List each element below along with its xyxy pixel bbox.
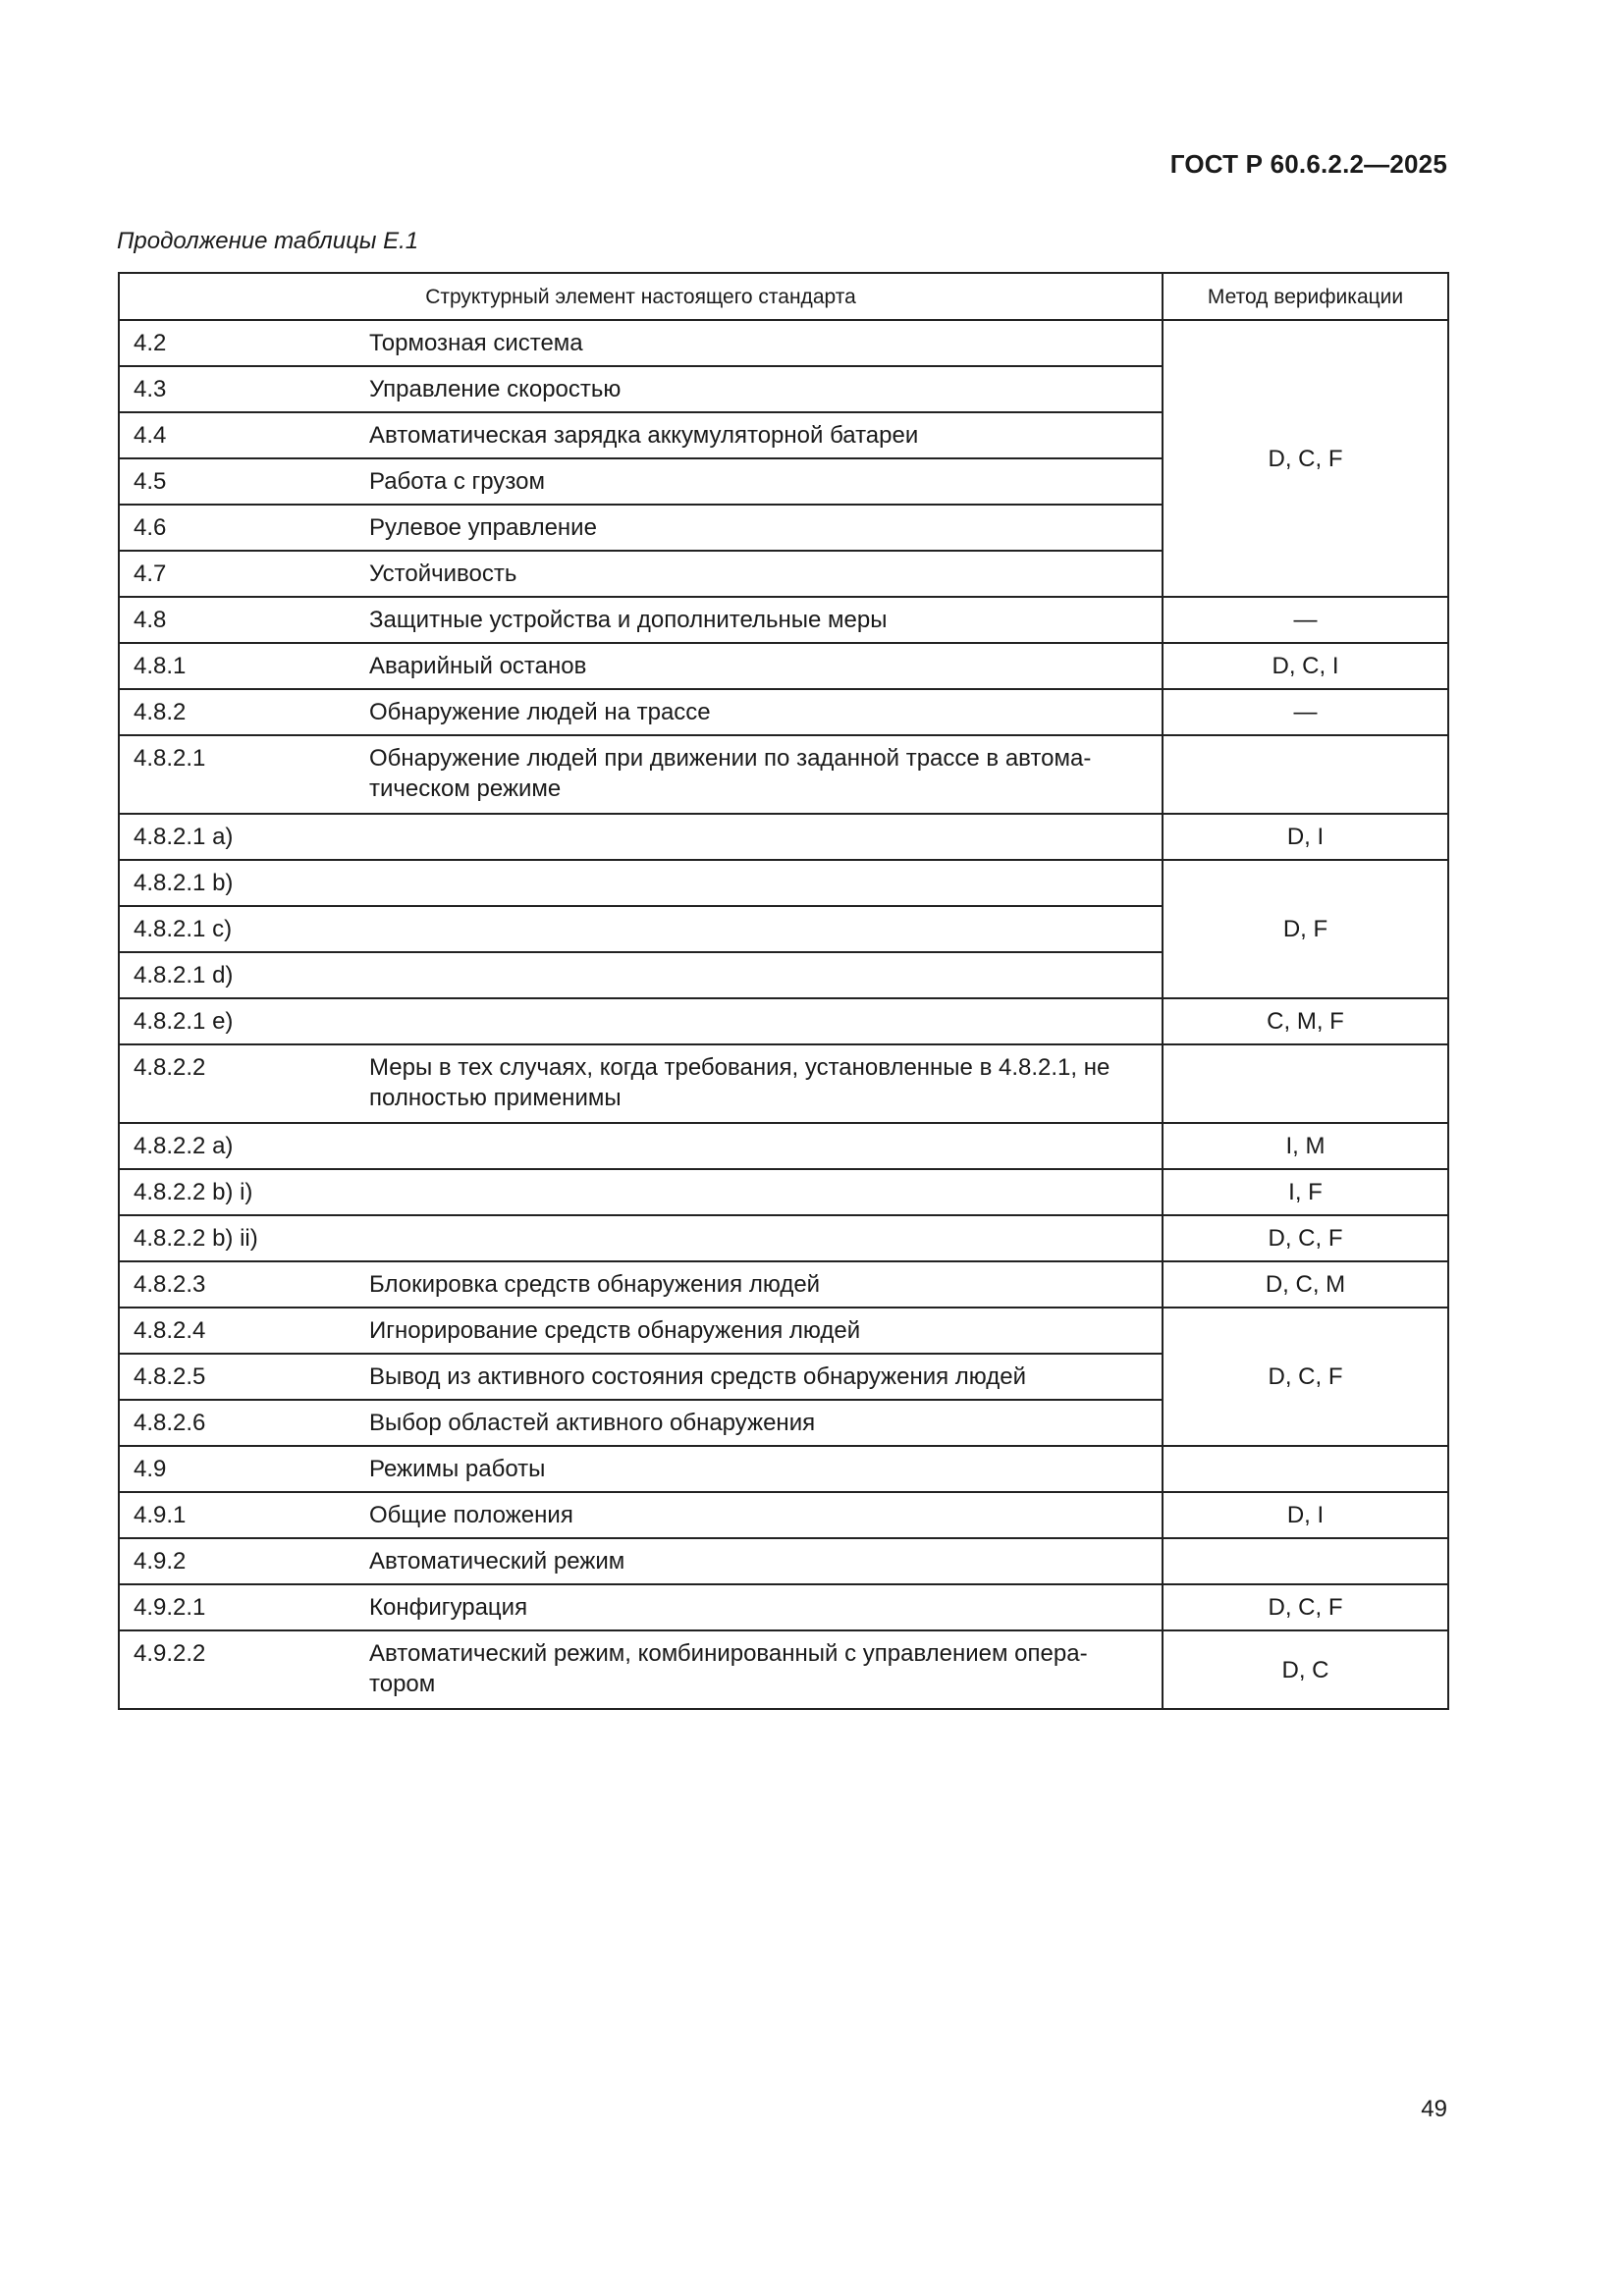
section-number: 4.8.2.2 xyxy=(134,1054,206,1081)
section-title: Выбор областей активного обнаружения xyxy=(369,1410,816,1436)
element-cell xyxy=(119,735,1163,814)
section-title: Автоматический режим, комбинированный с управлением опера- тором xyxy=(369,1640,1088,1697)
verification-method: D, C xyxy=(1281,1656,1329,1683)
table-row xyxy=(119,1630,1448,1709)
section-title xyxy=(369,822,1148,852)
element-cell xyxy=(119,643,1163,689)
element-cell xyxy=(119,1044,1163,1123)
section-number: 4.3 xyxy=(134,376,167,402)
section-number: 4.8.2.3 xyxy=(134,1271,206,1298)
section-number: 4.8.2.2 b) i) xyxy=(134,1179,253,1205)
table-row xyxy=(119,643,1448,689)
element-cell xyxy=(119,366,1163,412)
section-number: 4.9.2.2 xyxy=(134,1640,206,1667)
element-cell xyxy=(119,458,1163,505)
section-title: Обнаружение людей на трассе xyxy=(369,699,711,725)
section-title: Блокировка средств обнаружения людей xyxy=(369,1271,821,1298)
section-title: Автоматическая зарядка аккумуляторной батареи xyxy=(369,422,919,449)
element-cell xyxy=(119,551,1163,597)
section-title xyxy=(369,1006,1148,1037)
element-cell xyxy=(119,320,1163,366)
table-row xyxy=(119,814,1448,860)
verification-method: I, M xyxy=(1285,1133,1326,1159)
element-cell xyxy=(119,1354,1163,1400)
verification-method: D, I xyxy=(1286,1502,1325,1528)
element-cell xyxy=(119,814,1163,860)
section-title xyxy=(369,1177,1148,1207)
element-cell xyxy=(119,1492,1163,1538)
section-number: 4.8.2.1 e) xyxy=(134,1008,234,1035)
element-cell xyxy=(119,952,1163,998)
verification-method: D, C, I xyxy=(1272,653,1339,679)
verification-method: D, F xyxy=(1282,916,1328,942)
table-row xyxy=(119,320,1448,366)
table-body xyxy=(119,320,1448,1709)
element-cell xyxy=(119,1308,1163,1354)
element-cell xyxy=(119,412,1163,458)
table-row xyxy=(119,1215,1448,1261)
element-cell xyxy=(119,1169,1163,1215)
section-number: 4.7 xyxy=(134,561,167,587)
section-number: 4.8.2.2 a) xyxy=(134,1133,234,1159)
element-cell xyxy=(119,597,1163,643)
table-row xyxy=(119,1261,1448,1308)
verification-method-cell xyxy=(1163,1215,1448,1261)
section-number: 4.8.2.1 d) xyxy=(134,962,234,988)
section-number: 4.9 xyxy=(134,1456,167,1482)
verification-method-cell xyxy=(1163,1169,1448,1215)
verification-method-cell xyxy=(1163,1446,1448,1492)
section-title: Работа с грузом xyxy=(369,468,545,495)
section-number: 4.8.2.4 xyxy=(134,1317,206,1344)
verification-method-cell xyxy=(1163,1630,1448,1709)
verification-method-cell xyxy=(1163,735,1448,814)
element-cell xyxy=(119,1215,1163,1261)
section-title: Тормозная система xyxy=(369,330,583,356)
section-number: 4.8 xyxy=(134,607,167,633)
section-title: Общие положения xyxy=(369,1502,573,1528)
verification-method-cell xyxy=(1163,1492,1448,1538)
section-title: Меры в тех случаях, когда требования, установленные в 4.8.2.1, не полностью применимы xyxy=(369,1054,1110,1111)
verification-method: C, M, F xyxy=(1267,1008,1344,1035)
section-title xyxy=(369,1131,1148,1161)
verification-method-cell xyxy=(1163,1261,1448,1308)
element-cell xyxy=(119,1630,1163,1709)
table-row xyxy=(119,1308,1448,1354)
section-title xyxy=(369,1223,1148,1254)
section-number: 4.8.2.6 xyxy=(134,1410,206,1436)
verification-method-cell xyxy=(1163,1044,1448,1123)
section-number: 4.8.2.1 a) xyxy=(134,824,234,850)
section-number: 4.8.2.2 b) ii) xyxy=(134,1225,258,1252)
element-cell xyxy=(119,1446,1163,1492)
element-cell xyxy=(119,1261,1163,1308)
verification-method: — xyxy=(1293,607,1318,633)
section-title: Игнорирование средств обнаружения людей xyxy=(369,1317,861,1344)
table-row xyxy=(119,597,1448,643)
section-number: 4.8.2.1 c) xyxy=(134,916,233,942)
column-header-method: Метод верификации xyxy=(1163,273,1448,320)
verification-method-cell xyxy=(1163,689,1448,735)
table-row xyxy=(119,1584,1448,1630)
section-title: Вывод из активного состояния средств обнаружения людей xyxy=(369,1363,1027,1390)
verification-method-cell xyxy=(1163,1538,1448,1584)
verification-method: D, C, F xyxy=(1268,1594,1343,1621)
verification-method-cell xyxy=(1163,1308,1448,1446)
table-row xyxy=(119,1538,1448,1584)
verification-method-cell xyxy=(1163,597,1448,643)
table-row xyxy=(119,998,1448,1044)
section-title: Устойчивость xyxy=(369,561,517,587)
verification-method: D, C, F xyxy=(1268,1363,1343,1390)
section-title: Конфигурация xyxy=(369,1594,528,1621)
verification-method: — xyxy=(1293,699,1318,725)
section-number: 4.5 xyxy=(134,468,167,495)
section-number: 4.9.1 xyxy=(134,1502,187,1528)
element-cell xyxy=(119,1400,1163,1446)
element-cell xyxy=(119,689,1163,735)
section-title: Рулевое управление xyxy=(369,514,597,541)
section-number: 4.8.2 xyxy=(134,699,187,725)
section-number: 4.4 xyxy=(134,422,167,449)
section-number: 4.6 xyxy=(134,514,167,541)
verification-method: D, I xyxy=(1286,824,1325,850)
section-number: 4.8.1 xyxy=(134,653,187,679)
verification-method-cell xyxy=(1163,1584,1448,1630)
verification-method-cell xyxy=(1163,860,1448,998)
section-title xyxy=(369,868,1148,898)
verification-method-cell xyxy=(1163,998,1448,1044)
element-cell xyxy=(119,906,1163,952)
table-row xyxy=(119,1044,1448,1123)
verification-method: D, C, M xyxy=(1265,1271,1346,1298)
table-caption: Продолжение таблицы Е.1 xyxy=(117,228,419,254)
verification-method-cell xyxy=(1163,320,1448,597)
verification-table xyxy=(118,272,1449,1710)
section-number: 4.8.2.5 xyxy=(134,1363,206,1390)
element-cell xyxy=(119,505,1163,551)
verification-method-cell xyxy=(1163,814,1448,860)
section-number: 4.8.2.1 b) xyxy=(134,870,234,896)
section-title xyxy=(369,960,1148,990)
verification-method-cell xyxy=(1163,643,1448,689)
section-title: Аварийный останов xyxy=(369,653,587,679)
verification-method: D, C, F xyxy=(1268,445,1343,472)
table-row xyxy=(119,1446,1448,1492)
page-number: 49 xyxy=(1421,2096,1447,2122)
verification-method: I, F xyxy=(1288,1179,1323,1205)
element-cell xyxy=(119,1584,1163,1630)
section-title xyxy=(369,914,1148,944)
element-cell xyxy=(119,1538,1163,1584)
element-cell xyxy=(119,860,1163,906)
table-row xyxy=(119,1169,1448,1215)
element-cell xyxy=(119,998,1163,1044)
section-number: 4.9.2.1 xyxy=(134,1594,206,1621)
table-row xyxy=(119,689,1448,735)
section-title: Режимы работы xyxy=(369,1456,546,1482)
table-row xyxy=(119,735,1448,814)
section-title: Обнаружение людей при движении по заданной трассе в автома- тическом режиме xyxy=(369,745,1092,802)
verification-method-cell xyxy=(1163,1123,1448,1169)
section-title: Защитные устройства и дополнительные меры xyxy=(369,607,888,633)
section-title: Управление скоростью xyxy=(369,376,622,402)
section-title: Автоматический режим xyxy=(369,1548,625,1575)
table-row xyxy=(119,1492,1448,1538)
verification-method: D, C, F xyxy=(1268,1225,1343,1252)
document-code: ГОСТ Р 60.6.2.2—2025 xyxy=(1169,149,1447,179)
table-header-row xyxy=(119,273,1448,320)
table-row xyxy=(119,860,1448,906)
section-number: 4.9.2 xyxy=(134,1548,187,1575)
table-row xyxy=(119,1123,1448,1169)
section-number: 4.2 xyxy=(134,330,167,356)
section-number: 4.8.2.1 xyxy=(134,745,206,772)
element-cell xyxy=(119,1123,1163,1169)
column-header-element: Структурный элемент настоящего стандарта xyxy=(119,273,1163,320)
